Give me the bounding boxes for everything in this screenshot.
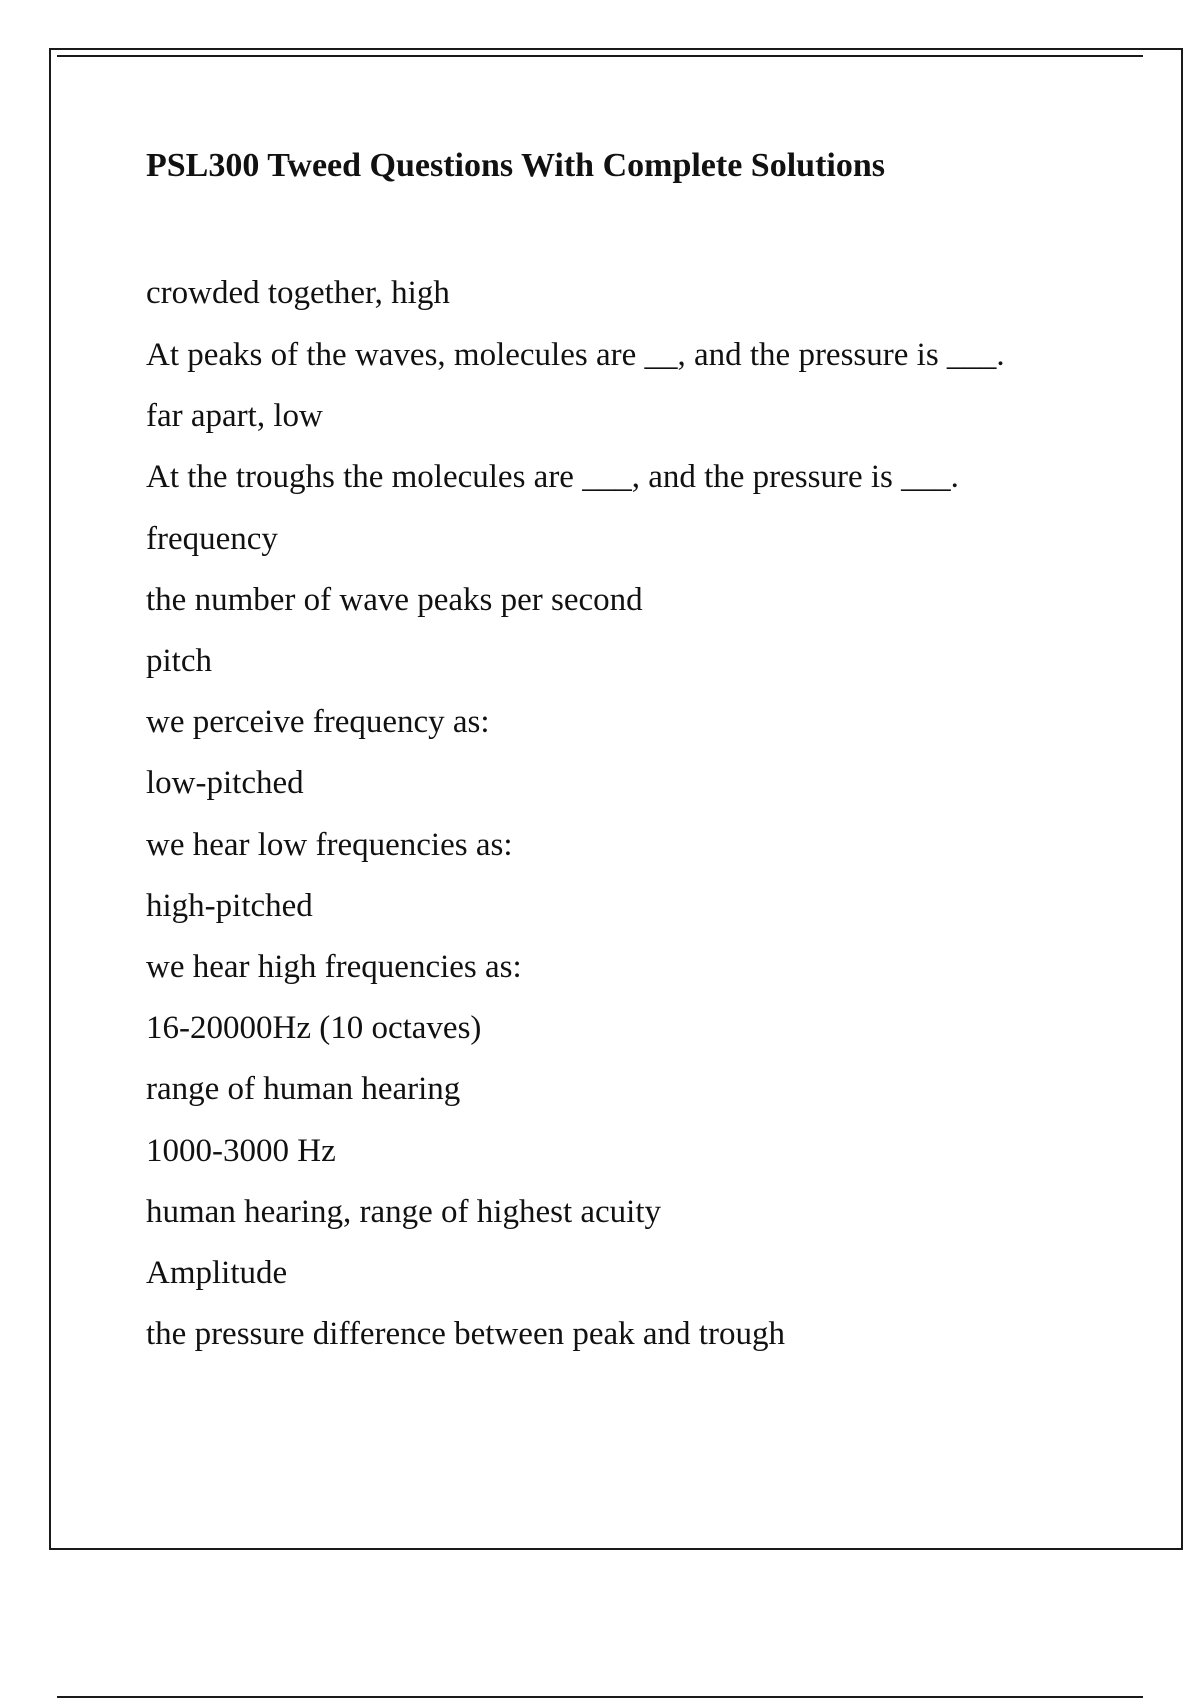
question-line: we hear high frequencies as: [146,949,522,986]
question-line: At the troughs the molecules are ___, and the pressure is ___. [146,459,959,496]
question-line: the number of wave peaks per second [146,581,643,618]
answer-line: crowded together, high [146,275,450,311]
question-line: we hear low frequencies as: [146,826,513,863]
question-line: range of human hearing [146,1071,461,1108]
answer-line: far apart, low [146,398,323,435]
answer-line: Amplitude [146,1255,288,1292]
question-answer-list [146,263,1066,1365]
document-content [146,140,1066,1365]
answer-line: 1000-3000 Hz [146,1132,336,1169]
document-title: PSL300 Tweed Questions With Complete Solutions [146,147,885,184]
answer-line: frequency [146,520,278,557]
answer-line: pitch [146,643,212,680]
question-line: At peaks of the waves, molecules are __, and the pressure is ___. [146,337,1005,374]
question-line: we perceive frequency as: [146,704,490,741]
answer-line: low-pitched [146,765,304,802]
answer-line: 16-20000Hz (10 octaves) [146,1010,482,1047]
question-line: human hearing, range of highest acuity [146,1193,661,1230]
question-line: the pressure difference between peak and trough [146,1316,785,1353]
answer-line: high-pitched [146,887,313,924]
bottom-rule [57,1696,1143,1698]
